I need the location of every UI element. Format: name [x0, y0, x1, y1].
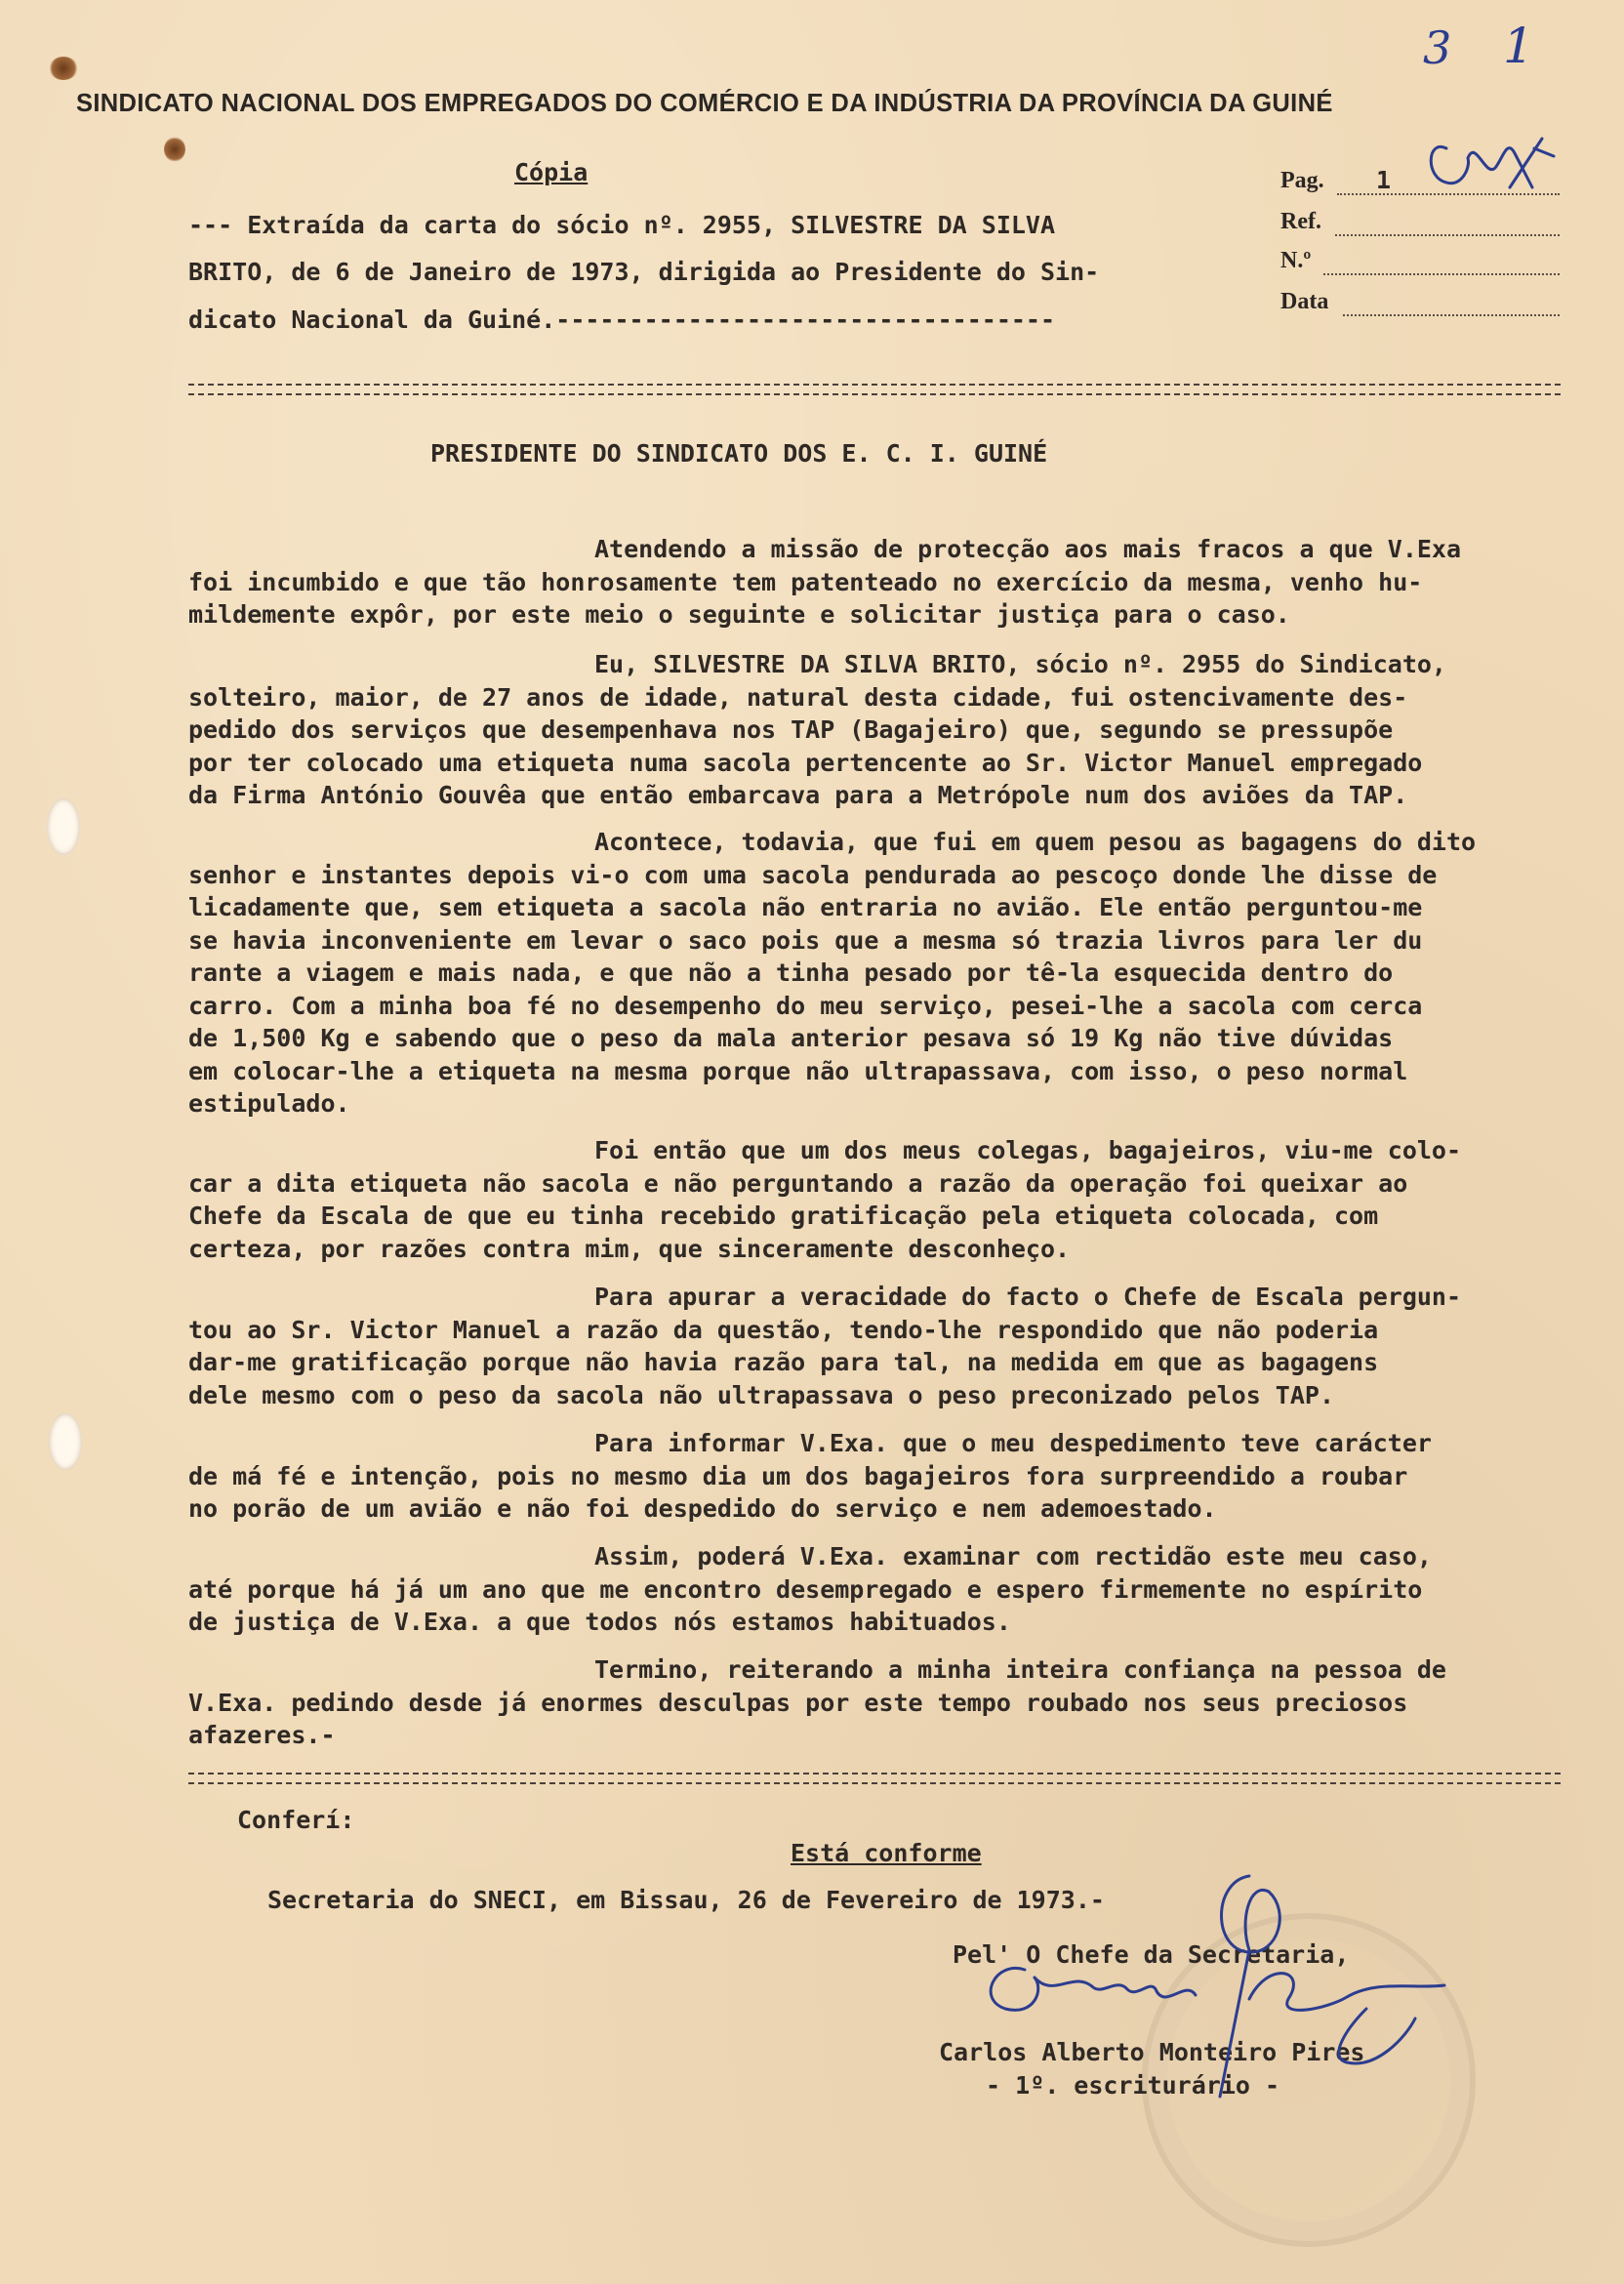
paragraph-line: estipulado. — [188, 1089, 350, 1118]
paragraph-3 — [188, 826, 1564, 1121]
punch-hole — [49, 1413, 82, 1470]
signatory-name: Carlos Alberto Monteiro Pires — [939, 2038, 1365, 2066]
paragraph-line: Atendendo a missão de protecção aos mais fracos a que V.Exa — [594, 535, 1462, 563]
paragraph-line: dele mesmo com o peso da sacola não ultrapassava o peso preconizado pelos TAP. — [188, 1380, 1334, 1409]
paragraph-5 — [188, 1281, 1564, 1411]
paragraph-1 — [188, 533, 1564, 632]
paragraph-line: de má fé e intenção, pois no mesmo dia um dos bagajeiros fora surpreendido a roubar — [188, 1461, 1408, 1490]
date-field-line — [1343, 314, 1560, 316]
paragraph-line: Acontece, todavia, que fui em quem pesou as bagagens do dito — [594, 828, 1477, 856]
intro-line-2: BRITO, de 6 de Janeiro de 1973, dirigida ao Presidente do Sin- — [188, 258, 1100, 286]
paragraph-line: de 1,500 Kg e sabendo que o peso da mala anterior pesava só 19 Kg não tive dúvidas — [188, 1024, 1394, 1052]
paragraph-2 — [188, 648, 1564, 812]
place-date-line: Secretaria do SNECI, em Bissau, 26 de Fevereiro de 1973.- — [267, 1886, 1105, 1914]
signatory-title: - 1º. escriturário - — [986, 2071, 1280, 2100]
ref-field-line — [1335, 234, 1560, 236]
paragraph-line: pedido dos serviços que desempenhava nos TAP (Bagajeiro) que, segundo se pressupõe — [188, 715, 1394, 744]
paragraph-line: solteiro, maior, de 27 anos de idade, natural desta cidade, fui ostencivamente des- — [188, 682, 1408, 712]
paragraph-line: rante a viagem e mais nada, e que não a tinha pesado por tê-la esquecida dentro do — [188, 958, 1394, 987]
checked-label: Conferí: — [237, 1806, 355, 1834]
paragraph-line: senhor e instantes depois vi-o com uma sacola pendurada ao pescoço donde lhe disse de — [188, 860, 1438, 889]
paragraph-line: Foi então que um dos meus colegas, bagajeiros, viu-me colo- — [594, 1136, 1462, 1164]
paragraph-line: em colocar-lhe a etiqueta na mesma porque não ultrapassava, com isso, o peso normal — [188, 1056, 1408, 1085]
paragraph-line: licadamente que, sem etiqueta a sacola não entraria no avião. Ele então perguntou-me — [188, 893, 1423, 921]
paragraph-line: se havia inconveniente em levar o saco pois que a mesma só trazia livros para ler du — [188, 925, 1423, 955]
handwritten-signature — [956, 1862, 1464, 2116]
handwritten-page-number: 3 — [1423, 21, 1452, 74]
conformity-label: Está conforme — [791, 1839, 982, 1867]
paragraph-line: até porque há já um ano que me encontro desempregado e espero firmemente no espírito — [188, 1574, 1423, 1604]
paragraph-6 — [188, 1427, 1564, 1526]
page-field-line — [1337, 193, 1560, 195]
paragraph-line: car a dita etiqueta não sacola e não perguntando a razão da operação foi queixar ao — [188, 1168, 1408, 1198]
date-label: Data — [1280, 289, 1329, 314]
paragraph-line: foi incumbido e que tão honrosamente tem patenteado no exercício da mesma, venho hu- — [188, 567, 1423, 596]
intro-line-3: dicato Nacional da Guiné.---------------------------------- — [188, 306, 1056, 334]
punch-hole — [47, 798, 80, 855]
paragraph-line: afazeres.- — [188, 1721, 336, 1749]
paragraph-line: no porão de um avião e não foi despedido do serviço e nem ademoestado. — [188, 1494, 1217, 1523]
ref-label: Ref. — [1280, 209, 1321, 234]
paragraph-line: mildemente expôr, por este meio o seguinte e solicitar justiça para o caso. — [188, 600, 1290, 629]
separator-line — [188, 384, 1561, 395]
page-label: Pag. — [1280, 168, 1324, 193]
rust-stain — [49, 57, 78, 80]
copy-heading: Cópia — [514, 158, 589, 186]
paragraph-line: Para informar V.Exa. que o meu despedimento teve carácter — [594, 1429, 1432, 1457]
number-field-line — [1323, 273, 1560, 275]
paragraph-line: por ter colocado uma etiqueta numa sacola pertencente ao Sr. Victor Manuel empregado — [188, 748, 1423, 777]
paragraph-4 — [188, 1134, 1564, 1265]
number-label: N.º — [1280, 248, 1312, 273]
paragraph-7 — [188, 1540, 1564, 1639]
organization-header: SINDICATO NACIONAL DOS EMPREGADOS DO COMÉRCIO E DA INDÚSTRIA DA PROVÍNCIA DA GUINÉ — [76, 90, 1333, 117]
paragraph-line: Chefe da Escala de que eu tinha recebido gratificação pela etiqueta colocada, com — [188, 1202, 1379, 1230]
page-field-value: 1 — [1376, 166, 1392, 194]
paragraph-line: Termino, reiterando a minha inteira confiança na pessoa de — [594, 1655, 1446, 1684]
paragraph-8 — [188, 1653, 1564, 1752]
paragraph-line: V.Exa. pedindo desde já enormes desculpas por este tempo roubado nos seus preciosos — [188, 1688, 1408, 1717]
intro-line-1: --- Extraída da carta do sócio nº. 2955, SILVESTRE DA SILVA — [188, 211, 1056, 239]
handwritten-page-mark: 1 — [1503, 18, 1534, 74]
paragraph-line: da Firma António Gouvêa que então embarcava para a Metrópole num dos aviões da TAP. — [188, 781, 1408, 809]
separator-line — [188, 1773, 1561, 1784]
paragraph-line: carro. Com a minha boa fé no desempenho do meu serviço, pesei-lhe a sacola com cerca — [188, 991, 1423, 1020]
paragraph-line: Para apurar a veracidade do facto o Chefe de Escala pergun- — [594, 1283, 1462, 1311]
signatory-role: Pel' O Chefe da Secretaria, — [953, 1940, 1350, 1969]
paragraph-line: Assim, poderá V.Exa. examinar com rectidão este meu caso, — [594, 1542, 1432, 1570]
paragraph-line: tou ao Sr. Victor Manuel a razão da questão, tendo-lhe respondido que não poderia — [188, 1315, 1379, 1344]
paragraph-line: de justiça de V.Exa. a que todos nós estamos habituados. — [188, 1608, 1011, 1636]
addressee: PRESIDENTE DO SINDICATO DOS E. C. I. GUINÉ — [430, 439, 1048, 468]
paragraph-line: dar-me gratificação porque não havia razão para tal, na medida em que as bagagens — [188, 1348, 1379, 1376]
handwritten-initials — [1417, 109, 1563, 217]
paragraph-line: certeza, por razões contra mim, que sinceramente desconheço. — [188, 1234, 1071, 1263]
rust-stain — [164, 137, 185, 162]
paragraph-line: Eu, SILVESTRE DA SILVA BRITO, sócio nº. 2955 do Sindicato, — [594, 650, 1446, 678]
